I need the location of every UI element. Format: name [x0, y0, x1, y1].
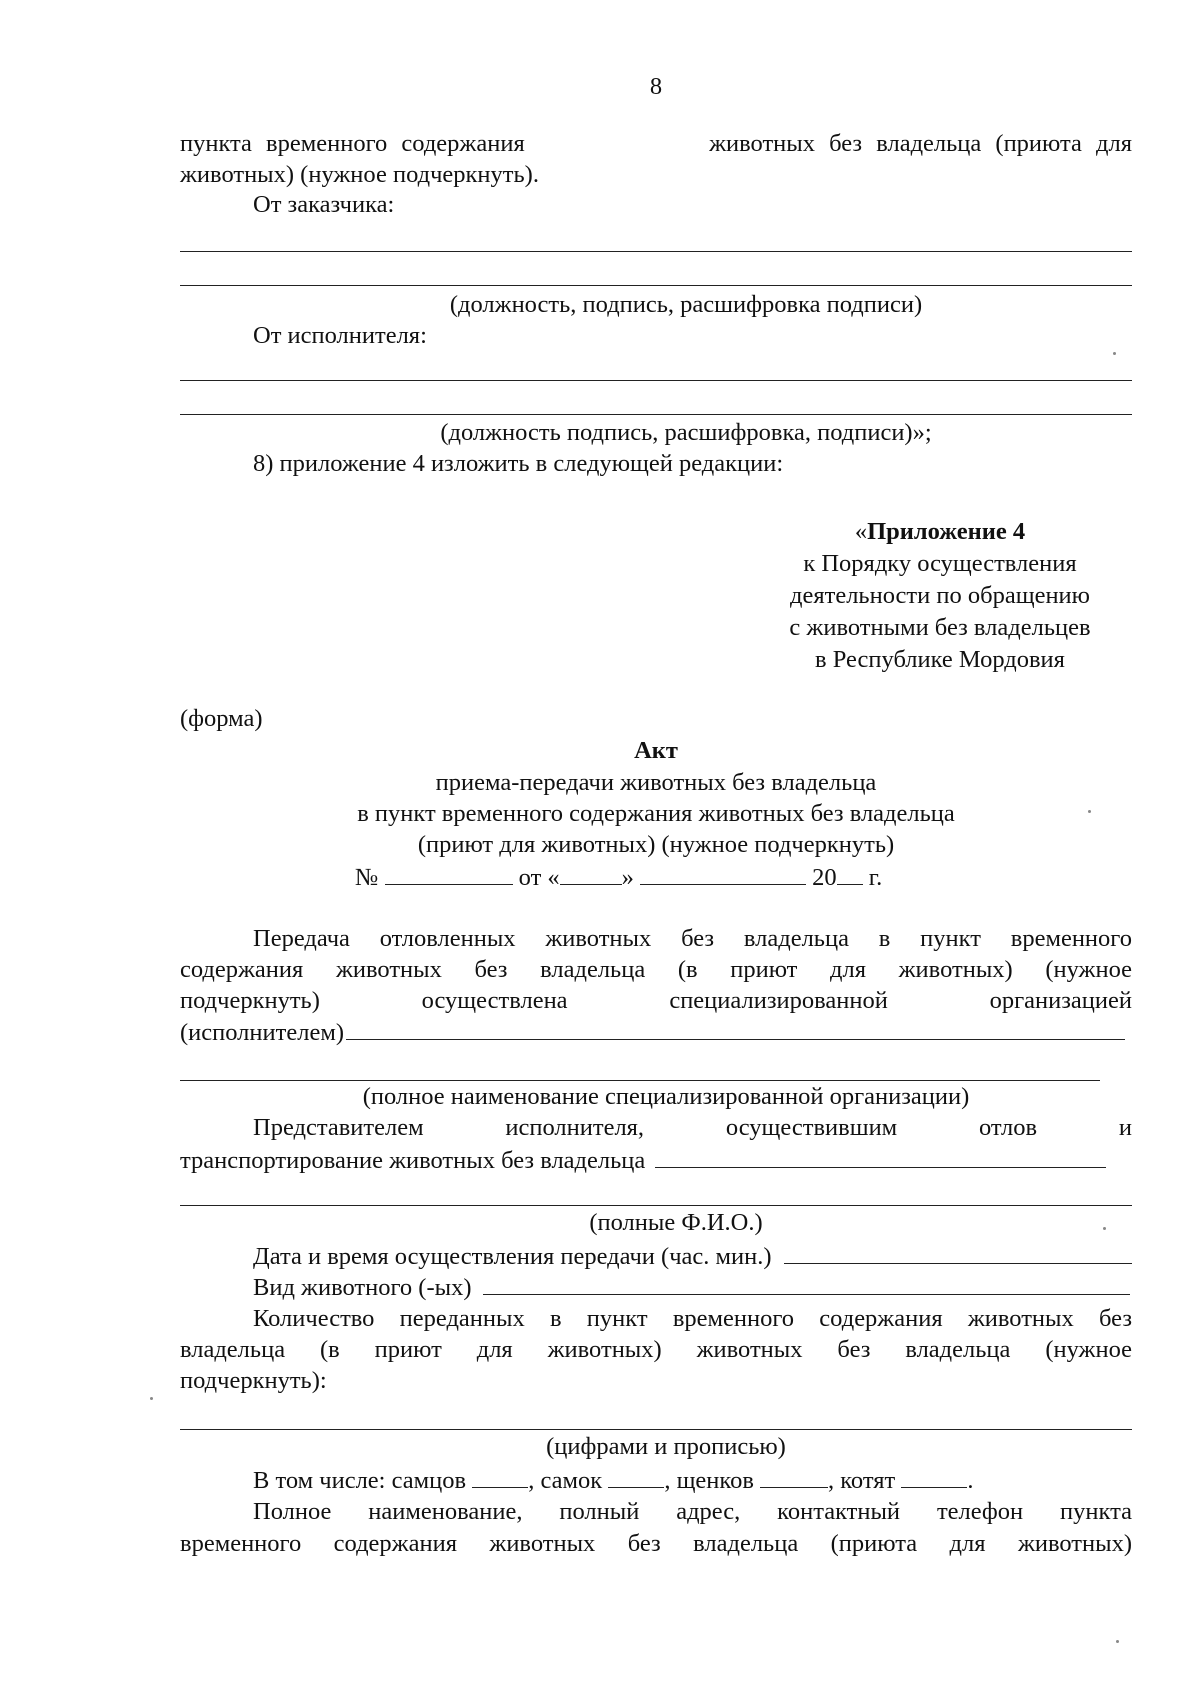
org-name-caption: (полное наименование специализированной организации): [362, 1083, 970, 1110]
count-caption: (цифрами и прописью): [546, 1433, 786, 1460]
org-name-line: [180, 1080, 1100, 1081]
females-blank: [608, 1465, 664, 1488]
scan-speck: [1088, 810, 1091, 813]
appendix-line-4: в Республике Мордовия: [815, 646, 1065, 673]
act-day-blank: [560, 862, 622, 885]
date-time-label: Дата и время осуществления передачи (час. мин.): [253, 1243, 772, 1270]
body-p1-line-3: подчеркнуть) осуществлена специализированной организацией: [180, 987, 1132, 1014]
scan-speck: [150, 1397, 153, 1400]
body-p3-line-2: владельца (в приют для животных) животных без владельца (нужное: [180, 1336, 1132, 1363]
date-time-blank: [784, 1241, 1132, 1264]
including-period: .: [967, 1467, 974, 1494]
body-p3-line-1: Количество переданных в пункт временного содержания животных без: [253, 1305, 1132, 1332]
act-number-sign: №: [355, 864, 379, 891]
act-date-from: от «: [518, 864, 560, 891]
from-customer-label: От заказчика:: [253, 191, 395, 218]
puppies-label: , щенков: [664, 1467, 754, 1494]
top-line-1: [180, 129, 1132, 159]
from-executor-label: От исполнителя:: [253, 322, 427, 349]
body-p4-line-2: временного содержания животных без владельца (приюта для животных): [180, 1530, 1132, 1557]
executor-label: (исполнителем): [180, 1019, 344, 1046]
males-label: В том числе: самцов: [253, 1467, 467, 1494]
body-p1-line-1: Передача отловленных животных без владельца в пункт временного: [253, 925, 1132, 952]
top-line-1-left: пункта временного содержания: [180, 130, 525, 157]
act-subtitle-3: (приют для животных) (нужное подчеркнуть): [417, 831, 895, 858]
form-label: (форма): [180, 705, 263, 732]
transport-label: транспортирование животных без владельца: [180, 1147, 646, 1174]
executor-blank: [346, 1017, 1125, 1040]
appendix-title-text: Приложение 4: [867, 518, 1026, 545]
representative-line: [180, 1205, 1132, 1206]
representative-blank: [655, 1145, 1106, 1168]
item-8-text: 8) приложение 4 изложить в следующей редакции:: [253, 450, 784, 477]
males-blank: [472, 1465, 528, 1488]
executor-signature-caption: (должность подпись, расшифровка, подписи)»;: [440, 419, 932, 446]
puppies-blank: [760, 1465, 828, 1488]
act-number-blank: [385, 862, 513, 885]
appendix-line-1: к Порядку осуществления: [803, 550, 1077, 577]
appendix-line-2: деятельности по обращению: [790, 582, 1090, 609]
body-p4-line-1: Полное наименование, полный адрес, контактный телефон пункта: [253, 1498, 1132, 1525]
scan-speck: [1113, 352, 1116, 355]
customer-signature-caption: (должность, подпись, расшифровка подписи): [449, 291, 923, 318]
act-subtitle-2: в пункт временного содержания животных без владельца: [357, 800, 955, 827]
females-label: , самок: [528, 1467, 603, 1494]
act-year-blank: [837, 862, 863, 885]
appendix-line-3: с животными без владельцев: [789, 614, 1091, 641]
act-year-suffix: г.: [868, 864, 883, 891]
fio-caption: (полные Ф.И.О.): [589, 1209, 763, 1236]
customer-signature-line-1: [180, 251, 1132, 252]
act-month-blank: [640, 862, 806, 885]
body-p2-line-1: Представителем исполнителя, осуществившим отлов и: [253, 1114, 1132, 1141]
scan-speck: [1116, 1640, 1119, 1643]
act-number-date: [355, 862, 975, 893]
body-p2-line-2: [180, 1145, 1106, 1176]
act-date-quote-close: »: [621, 864, 634, 891]
appendix-title: [720, 516, 1160, 548]
customer-signature-line-2: [180, 285, 1132, 286]
including-line: [180, 1465, 1132, 1496]
appendix-quote: «: [854, 518, 868, 545]
body-p1-line-2: содержания животных без владельца (в приют для животных) (нужное: [180, 956, 1132, 983]
executor-signature-line-2: [180, 414, 1132, 415]
body-p3-line-3: подчеркнуть):: [180, 1367, 327, 1394]
animal-kind-label: Вид животного (-ых): [253, 1274, 472, 1301]
act-subtitle-1: приема-передачи животных без владельца: [435, 769, 877, 796]
date-time-line: [180, 1241, 1132, 1272]
top-line-2: животных) (нужное подчеркнуть).: [180, 161, 539, 188]
act-title: Акт: [634, 737, 678, 764]
page-number: 8: [649, 73, 663, 100]
animal-kind-blank: [483, 1272, 1130, 1295]
kittens-label: , котят: [828, 1467, 896, 1494]
executor-signature-line-1: [180, 380, 1132, 381]
count-line: [180, 1429, 1132, 1430]
act-year-prefix: 20: [812, 864, 837, 891]
top-line-1-right: животных без владельца (приюта для: [709, 130, 1132, 157]
animal-kind-line: [180, 1272, 1130, 1303]
scan-speck: [1103, 1227, 1106, 1230]
body-p1-line-4: [180, 1017, 1125, 1048]
kittens-blank: [901, 1465, 967, 1488]
